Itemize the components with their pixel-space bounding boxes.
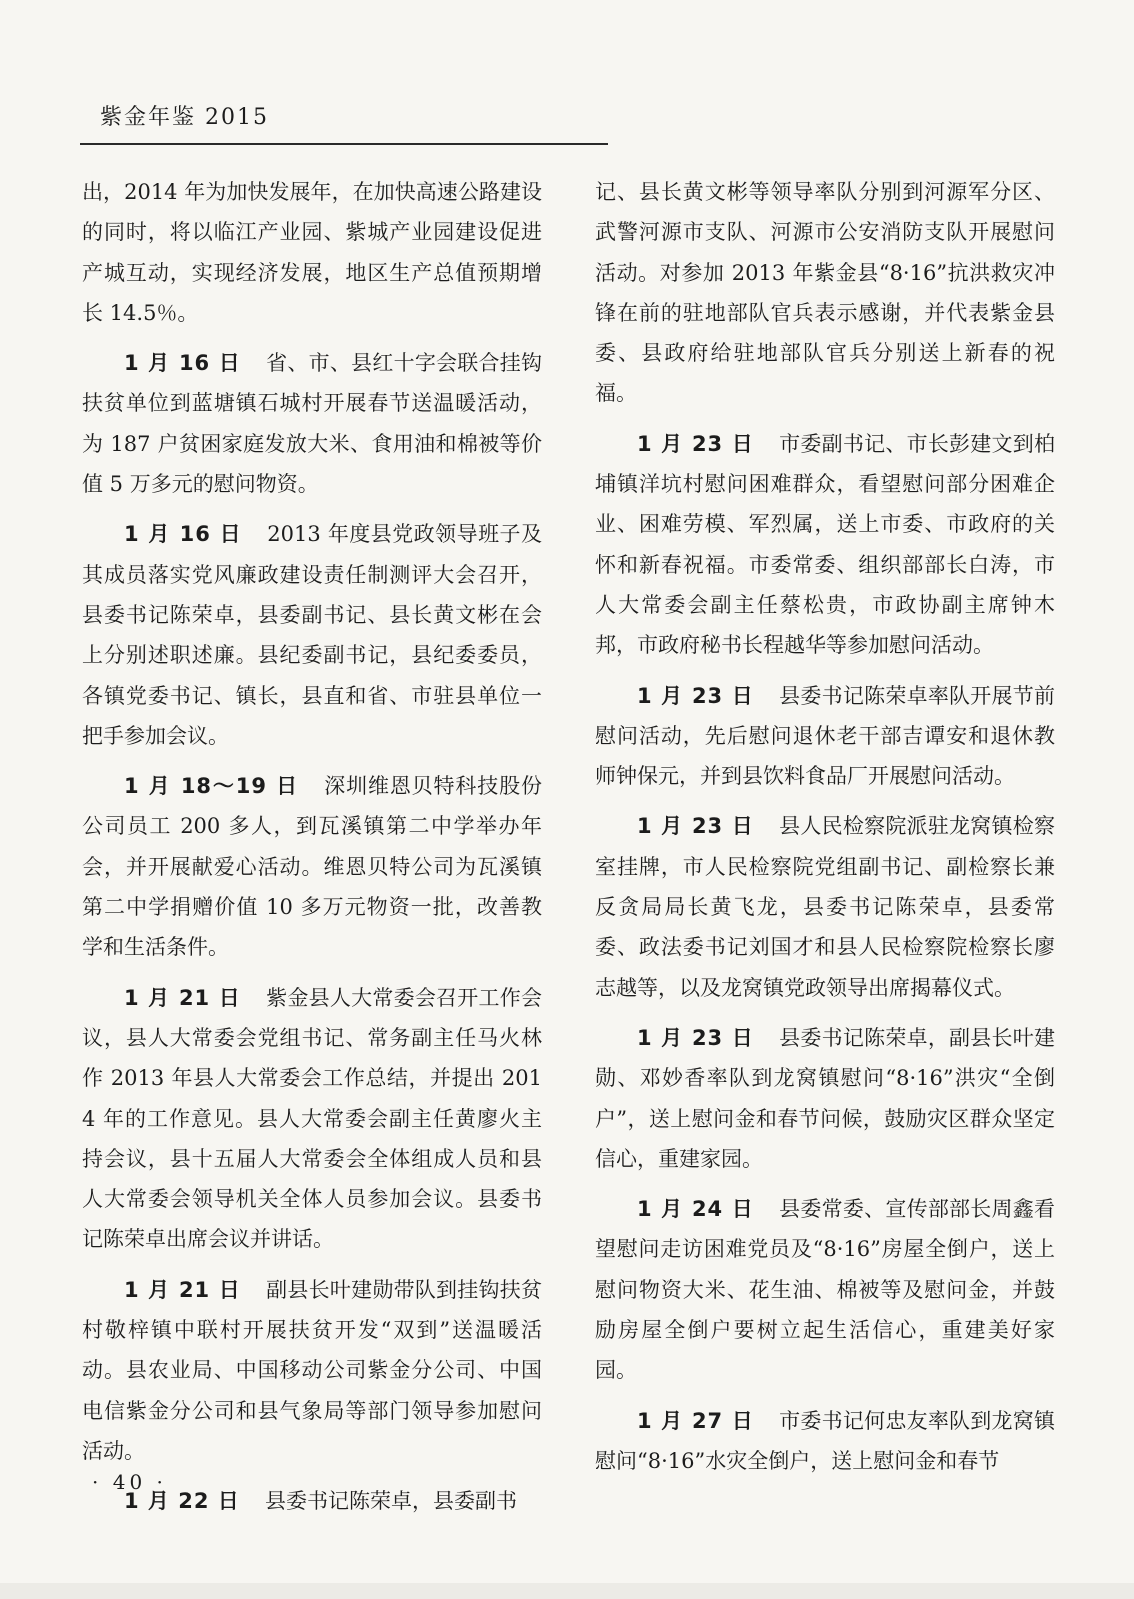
entry-date: 1 月 21 日	[124, 985, 241, 1010]
entry-date: 1 月 23 日	[637, 1025, 754, 1050]
entry-date: 1 月 23 日	[637, 814, 754, 839]
entry-text: 市委书记何忠友率队到龙窝镇慰问“8·16”水灾全倒户，送上慰问金和春节	[595, 1408, 1056, 1473]
entry-paragraph	[82, 766, 542, 967]
entry-text: 县委书记陈荣卓，县委副书	[264, 1489, 517, 1514]
entry-text: 记、县长黄文彬等领导率队分别到河源军分区、武警河源市支队、河源市公安消防支队开展慰问活动。对参加 2013 年紫金县“8·16”抗洪救灾冲锋在前的驻地部队官兵表示感谢，并代表紫金县委、县政府给驻地部队官兵分别送上新春的祝福。	[595, 180, 1055, 406]
entry-paragraph	[595, 1018, 1055, 1179]
entry-date: 1 月 16 日	[124, 351, 241, 376]
entry-paragraph	[82, 343, 542, 504]
entry-text: 县人民检察院派驻龙窝镇检察室挂牌，市人民检察院党组副书记、副检察长兼反贪局局长黄飞龙，县委书记陈荣卓，县委常委、政法委书记刘国才和县人民检察院检察长廖志越等，以及龙窝镇党政领导出席揭幕仪式。	[595, 814, 1056, 1000]
entry-date: 1 月 21 日	[124, 1277, 241, 1302]
entry-text: 深圳维恩贝特科技股份公司员工 200 多人，到瓦溪镇第二中学举办年会，并开展献爱心活动。维恩贝特公司为瓦溪镇第二中学捐赠价值 10 多万元物资一批，改善教学和生活条件。	[82, 774, 543, 960]
entry-text: 市委副书记、市长彭建文到柏埔镇洋坑村慰问困难群众，看望慰问部分困难企业、困难劳模、军烈属，送上市委、市政府的关怀和新春祝福。市委常委、组织部部长白涛，市人大常委会副主任蔡松贵，市政协副主席钟木邦，市政府秘书长程越华等参加慰问活动。	[595, 431, 1056, 658]
entry-paragraph	[82, 514, 542, 756]
entry-date: 1 月 27 日	[637, 1408, 754, 1433]
entry-paragraph	[595, 676, 1055, 797]
scan-bottom-band	[0, 1583, 1134, 1599]
entry-text: 县委书记陈荣卓率队开展节前慰问活动，先后慰问退休老干部吉谭安和退休教师钟保元，并到县饮料食品厂开展慰问活动。	[595, 683, 1056, 789]
entry-date: 1 月 18～19 日	[124, 774, 300, 799]
entry-date: 1 月 16 日	[124, 522, 243, 547]
entry-paragraph	[82, 978, 542, 1260]
header-rule	[80, 143, 608, 145]
entry-paragraph	[82, 172, 542, 333]
entry-text: 县委书记陈荣卓，副县长叶建勋、邓妙香率队到龙窝镇慰问“8·16”洪灾“全倒户”，送上慰问金和春节问候，鼓励灾区群众坚定信心，重建家园。	[595, 1025, 1056, 1171]
entry-paragraph	[595, 1189, 1055, 1390]
entry-date: 1 月 24 日	[637, 1197, 754, 1222]
entry-text: 紫金县人大常委会召开工作会议，县人大常委会党组书记、常务副主任马火林作 2013 年县人大常委会工作总结，并提出 2014 年的工作意见。县人大常委会副主任黄廖火主持会议，县十五届人大常委会全体组成人员和县人大常委会领导机关全体人员参加会议。县委书记陈荣卓出席会议并讲话。	[82, 985, 543, 1252]
entry-paragraph	[82, 1270, 542, 1471]
entry-text: 2013 年度县党政领导班子及其成员落实党风廉政建设责任制测评大会召开，县委书记陈荣卓，县委副书记、县长黄文彬在会上分别述职述廉。县纪委副书记，县纪委委员，各镇党委书记、镇长，县直和省、市驻县单位一把手参加会议。	[82, 522, 542, 748]
entry-paragraph	[595, 1401, 1055, 1482]
entry-paragraph	[595, 172, 1055, 414]
entry-paragraph	[595, 424, 1055, 666]
entry-text: 省、市、县红十字会联合挂钩扶贫单位到蓝塘镇石城村开展春节送温暖活动，为 187 户贫困家庭发放大米、食用油和棉被等价值 5 万多元的慰问物资。	[82, 351, 543, 497]
entry-date: 1 月 22 日	[124, 1489, 240, 1514]
right-column	[595, 172, 1055, 1491]
entry-text: 县委常委、宣传部部长周鑫看望慰问走访困难党员及“8·16”房屋全倒户，送上慰问物资大米、花生油、棉被等及慰问金，并鼓励房屋全倒户要树立起生活信心，重建美好家园。	[595, 1197, 1056, 1383]
entry-text: 副县长叶建勋带队到挂钩扶贫村敬梓镇中联村开展扶贫开发“双到”送温暖活动。县农业局、中国移动公司紫金分公司、中国电信紫金分公司和县气象局等部门领导参加慰问活动。	[82, 1277, 543, 1463]
running-header: 紫金年鉴 2015	[100, 105, 269, 130]
entry-paragraph	[595, 806, 1055, 1007]
page-number: · 40 ·	[92, 1470, 167, 1494]
entry-text: 出，2014 年为加快发展年，在加快高速公路建设的同时，将以临江产业园、紫城产业园建设促进产城互动，实现经济发展，地区生产总值预期增长 14.5％。	[82, 180, 542, 325]
entry-date: 1 月 23 日	[637, 431, 754, 456]
entry-date: 1 月 23 日	[637, 683, 754, 708]
left-column	[82, 172, 542, 1532]
